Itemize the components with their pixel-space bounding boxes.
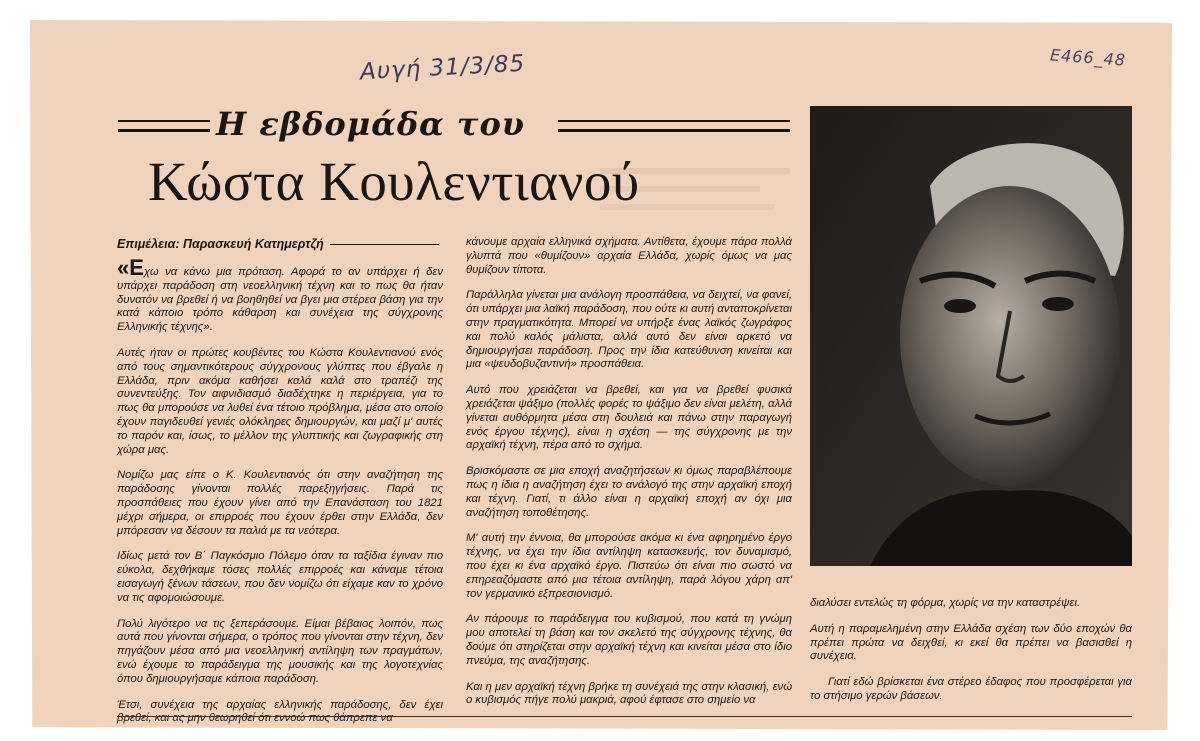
article-column-1 xyxy=(117,255,443,738)
paragraph: Αν πάρουμε το παράδειγμα του κυβισμού, που κατά τη γνώμη μου αποτελεί τη βάση και τον σκελετό της σύγχρονης τέχνης, θα δούμε ότι στηρίζεται στην αρχαϊκή τέχνη και κινείται μέσα στο ίδιο πνεύμα, της αναζήτησης. xyxy=(466,613,792,667)
handwritten-archive-ref: Ε466_48 xyxy=(1049,45,1127,70)
paragraph: Βρισκόμαστε σε μια εποχή αναζητήσεων κι όμως παραβλέπουμε πως η ίδια η αναζήτηση έχει το ανάλογό της στην αρχαϊκή εποχή και τέχνη. Γιατί, τι άλλο είναι η αρχαϊκή εποχή αν όχι μια αναζήτηση τοποθέτησης. xyxy=(466,465,792,519)
article-column-2 xyxy=(466,236,792,720)
bottom-rule xyxy=(117,716,1132,717)
paragraph: Γιατί εδώ βρίσκεται ένα στέρεο έδαφος που προσφέρεται για το στήσιμο γερών βάσεων. xyxy=(810,676,1132,702)
portrait-photo xyxy=(810,106,1132,566)
portrait-illustration xyxy=(810,106,1132,566)
article-headline: Κώστα Κουλεντιανού xyxy=(148,151,640,212)
byline-text: Επιμέλεια: Παρασκευή Κατημερτζή xyxy=(117,237,324,251)
paragraph: Ιδίως μετά τον Β΄ Παγκόσμιο Πόλεμο όταν τα ταξίδια έγιναν πιο εύκολα, δεχθήκαμε τόσες πολλές επιρροές και κάναμε τέτοια εισαγωγή ξένων τάσεων, που δεν νομίζω ότι είχαμε καν το χρόνο να τις αφομοιώσουμε. xyxy=(117,550,443,604)
paragraph: Έτσι, συνέχεια της αρχαίας ελληνικής παράδοσης, δεν έχει βρεθεί, και ας μην θεωρηθεί ότι εννοώ πως θάπρεπε να xyxy=(117,698,443,725)
paragraph: Αυτές ήταν οι πρώτες κουβέντες του Κώστα Κουλεντιανού ενός από τους σημαντικότερους σύγχρονους γλύπτες που έβγαλε η Ελλάδα, πριν ακόμα καθήσει καλά καλά στο τραπέζι της συνεντεύξης. Τον αιφνιδιασμό διαδέχτηκε η περιέργεια, για το πως θα μπορούσε να λυθεί ένα τέτοιο πρόβλημα, μέσα στο οποίο έχουν παγιδευθεί γενιές ολόκληρες δημιουργών, και μαζί μ' αυτές το παρόν και, ίσως, το μέλλον της γλυπτικής και ζωγραφικής στη χώρα μας. xyxy=(117,346,443,456)
article-column-3 xyxy=(810,597,1132,716)
face-shape xyxy=(900,186,1120,486)
eye-left xyxy=(944,299,976,313)
drop-cap: «Ε xyxy=(117,255,144,280)
paragraph: Πολύ λιγότερο να τις ξεπεράσουμε. Είμαι βέβαιος λοιπόν, πως αυτά που γίνονται σήμερα, ο τρόπος που γίνονται στην τέχνη, δεν πηγάζουν μέσα από μια νεοελληνική αντίληψη των πραγμάτων, ενώ έχουμε το παράδειγμα της μουσικής και της λογοτεχνίας όπου δημιουργήσαμε κάποια παράδοση. xyxy=(117,617,443,685)
paragraph: Παράλληλα γίνεται μια ανάλογη προσπάθεια, να δειχτεί, να φανεί, ότι υπάρχει μια λαϊκή παράδοση, που ούτε κι αυτή ανταποκρίνεται στην πραγματικότητα. Μπορεί να υπήρξε ένας λαϊκός ζωγράφος και πολύ καλός μάλιστα, αλλά αυτό δεν είναι αρκετό να δημιουργήσει παράδοση. Προς την ίδια κατεύθυνση κινείται και μια «ψευδοβυζαντινή» προσπάθεια. xyxy=(466,289,792,371)
eye-right xyxy=(1042,297,1074,311)
paragraph: Αυτή η παραμελημένη στην Ελλάδα σχέση των δύο εποχών θα πρέπει πρώτα να δειχθεί, κι εκεί θα πρέπει να βασισθεί η συνέχεια. xyxy=(810,622,1132,663)
paragraph: Μ' αυτή την έννοια, θα μπορούσε ακόμα κι ένα αφηρημένο έργο τέχνης, να έχει την ίδια αντίληψη κατασκευής, τον δυναμισμό, που έχει κι ένα αρχαϊκό έργο. Πιστεύω ότι είναι πιο σωστό να επηρεαζόμαστε από μια τέτοια αντίληψη, παρά λόγου χάρη απ' τον γερμανικό εξπρεσιονισμό. xyxy=(466,532,792,600)
paragraph: «Εχω να κάνω μια πρόταση. Αφορά το αν υπάρχει ή δεν υπάρχει παράδοση στη νεοελληνική τέχνη και το πως θα ήταν δυνατόν να βρεθεί ή να βοηθηθεί να βγει μια στέρεα βάση για την κατά κάποιο τρόπο κάθαρση και συνέχεια της σύγχρονης Ελληνικής τέχνης». xyxy=(117,255,443,334)
handwritten-date-note: Αυγή 31/3/85 xyxy=(359,50,526,86)
paragraph: κάνουμε αρχαία ελληνικά σχήματα. Αντίθετα, έχουμε πάρα πολλά γλυπτά που «θυμίζουν» αρχαία Ελλάδα, χωρίς όμως να μας θυμίζουν τίποτα. xyxy=(466,236,792,276)
paragraph: Νομίζω μας είπε ο Κ. Κουλεντιανός ότι στην αναζήτηση της παράδοσης γίνονται πολλές παρεξηγήσεις. Παρά τις προσπάθειες που έχουν γίνει από την Επανάσταση του 1821 μέχρι σήμερα, οι επιρροές που έχουν έρθει στην Ελλάδα, δεν μπόρεσαν να δέσουν τα παλιά με τα νεότερα. xyxy=(117,469,443,537)
kicker-rule-right xyxy=(558,120,790,132)
byline xyxy=(117,237,439,251)
kicker-title: Η εβδομάδα του xyxy=(210,105,531,143)
paragraph: Και η μεν αρχαϊκή τέχνη βρήκε τη συνέχειά της στην κλασική, ενώ ο κυβισμός πήγε πολύ μακριά, αφού έφτασε στο σημείο να xyxy=(466,680,792,707)
paragraph: Αυτό που χρειάζεται να βρεθεί, και για να βρεθεί φυσικά χρειάζεται ψάξιμο (πολλές φορές το ψάξιμο δεν είναι μελέτη, αλλά γίνεται αυθόρμητα μέσα στη δουλειά και πάνω στην παραγωγή ενός έργου τέχνης), είναι η σχέση — της σύγχρονης με την αρχαϊκή τέχνη, πέρα από το σχήμα. xyxy=(466,384,792,452)
paragraph: διαλύσει εντελώς τη φόρμα, χωρίς να την καταστρέψει. xyxy=(810,597,1081,609)
kicker-rule-left xyxy=(118,120,214,132)
kicker-banner xyxy=(118,105,790,141)
byline-rule xyxy=(330,244,439,245)
